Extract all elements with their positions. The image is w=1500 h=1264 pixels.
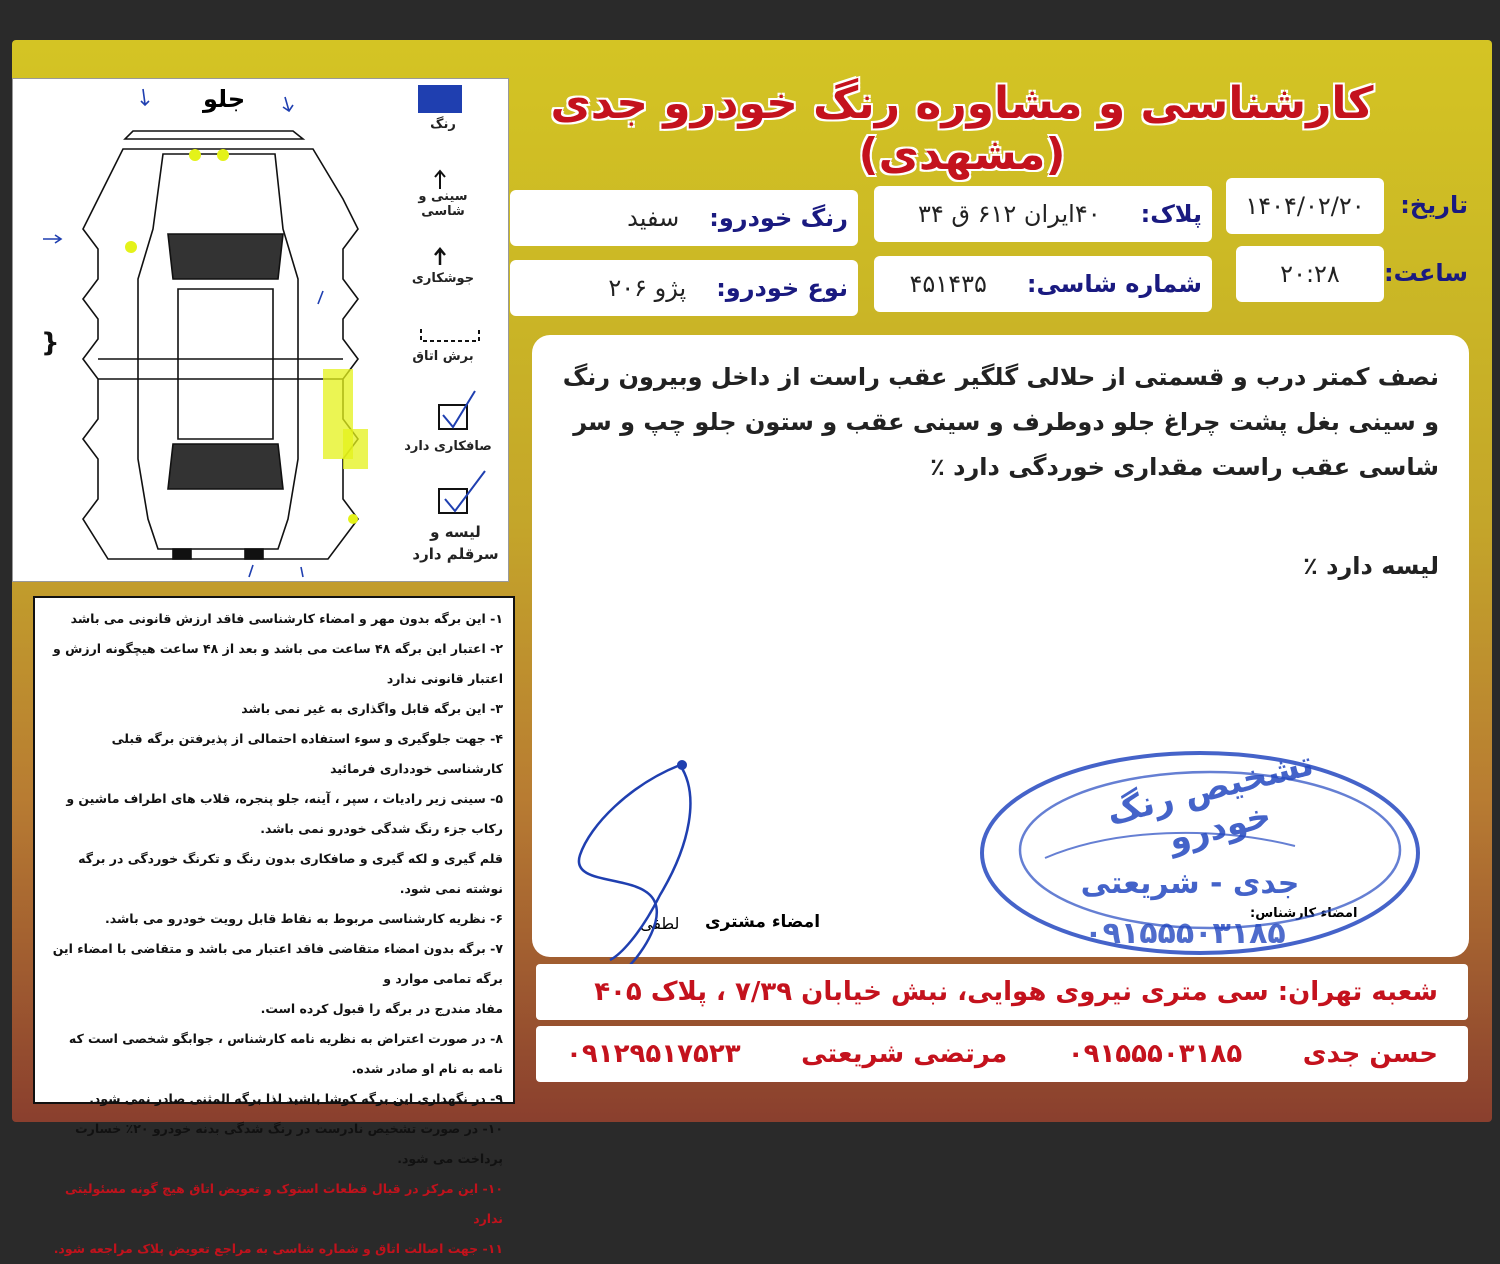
type-label: نوع خودرو:	[716, 274, 848, 302]
rule-item: مفاد مندرج در برگه را قبول کرده است.	[260, 1001, 503, 1016]
time-value: ۲۰:۲۸	[1280, 260, 1340, 288]
type-box	[510, 260, 858, 316]
svg-text:}: }	[41, 328, 60, 358]
date-value: ۱۴۰۴/۰۲/۲۰	[1245, 192, 1365, 220]
time-field	[1383, 244, 1468, 302]
front-label: جلو	[203, 85, 246, 113]
legend-dent: صافکاری دارد	[404, 439, 492, 454]
rule-item: ۷- برگه بدون امضاء متقاضی فاقد اعتبار می باشد و متقاضی با امضاء این برگه تمامی موارد و	[52, 941, 503, 986]
customer-signature	[570, 755, 770, 975]
official-stamp	[975, 738, 1445, 958]
contact-phone-2: ۰۹۱۲۹۵۱۷۵۲۳	[566, 1039, 741, 1069]
legend-cut: برش اتاق	[412, 349, 474, 364]
car-diagram-panel	[12, 78, 509, 582]
chassis-box	[874, 256, 1212, 312]
rule-item: ۳- این برگه قابل واگذاری به غیر نمی باشد	[241, 701, 503, 716]
chassis-value: ۴۵۱۴۳۵	[909, 270, 987, 298]
color-value: سفید	[627, 204, 680, 232]
footer-address	[536, 964, 1468, 1020]
rule-item: ۲- اعتبار این برگه ۴۸ ساعت می باشد و بعد از ۴۸ ساعت هیچگونه ارزش و اعتبار قانونی ندارد	[53, 641, 503, 686]
legend-chassis: سینی و شاسی	[418, 189, 468, 219]
rule-item: ۱- این برگه بدون مهر و امضاء کارشناسی فاقد ارزش قانونی می باشد	[70, 611, 503, 626]
customer-signature-label: امضاء مشتری	[705, 912, 821, 932]
date-field	[1388, 176, 1468, 234]
stamp-middle-text: جدی - شریعتی	[1080, 866, 1300, 901]
date-label: تاریخ:	[1400, 191, 1468, 219]
footer-contacts	[536, 1026, 1468, 1082]
stamp-bottom-text: ۰۹۱۵۵۵۰۳۱۸۵	[1084, 916, 1286, 951]
expert-signature-label: امضاء کارشناس:	[1250, 906, 1358, 921]
document-title: کارشناسی و مشاوره رنگ خودرو جدی (مشهدی)	[550, 78, 1374, 180]
legend-scratch: لیسه و سرقلم دارد	[412, 523, 499, 563]
rule-item: ۸- در صورت اعتراض به نظریه نامه کارشناس ، جوابگو شخصی است که نامه به نام او صادر شده.	[68, 1031, 503, 1076]
contact-phone-1: ۰۹۱۵۵۵۰۳۱۸۵	[1067, 1039, 1243, 1069]
terms-panel	[33, 596, 515, 1256]
time-value-box	[1236, 246, 1384, 302]
description-line: شاسی عقب راست مقداری خوردگی دارد ٪	[930, 453, 1439, 481]
address-text: شعبه تهران: سی متری نیروی هوایی، نبش خیابان ۷/۳۹ ، پلاک ۴۰۵	[594, 977, 1438, 1007]
rule-item: ۱۱- جهت اصالت اتاق و شماره شاسی به مراجع تعویض پلاک مراجعه شود.	[53, 1241, 503, 1256]
rule-item: ۶- نظریه کارشناسی مربوط به نقاط قابل رویت خودرو می باشد.	[104, 911, 503, 926]
color-box	[510, 190, 858, 246]
plate-value: ۴۰ایران ۶۱۲ ق ۳۴	[917, 200, 1101, 228]
car-outline	[13, 79, 508, 581]
customer-name: لطفی	[640, 914, 680, 933]
description-line: و سینی بغل پشت چراغ جلو دوطرف و سینی عقب و ستون جلو چپ و سر	[573, 408, 1439, 436]
chassis-label: شماره شاسی:	[1026, 270, 1202, 298]
color-label: رنگ خودرو:	[709, 204, 848, 232]
rule-item: ۴- جهت جلوگیری و سوء استفاده احتمالی از پذیرفتن برگه قبلی کارشناسی خودداری فرمائید	[111, 731, 503, 776]
plate-box	[874, 186, 1212, 242]
lise-note: لیسه دارد ٪	[1303, 552, 1439, 580]
rule-item: ۵- سینی زیر رادیات ، سپر ، آینه، جلو پنجره، قلاب های اطراف ماشین و رکاب جزء رنگ شدگی خودرو نمی باشد.	[66, 791, 503, 836]
contact-name-1: حسن جدی	[1302, 1039, 1438, 1069]
type-value: پژو ۲۰۶	[608, 274, 687, 302]
rule-item: ۱۰- در صورت تشخیص نادرست در رنگ شدگی بدنه خودرو ۲۰٪ خسارت پرداخت می شود.	[75, 1121, 503, 1166]
legend-paint: رنگ	[430, 117, 456, 132]
rule-item: ۱۰- این مرکز در قبال قطعات استوک و تعویض اتاق هیچ گونه مسئولیتی ندارد	[65, 1181, 503, 1226]
stamp-top-text: تشخیص رنگ خودرو	[1102, 743, 1318, 860]
description-line: نصف کمتر درب و قسمتی از حلالی گلگیر عقب راست از داخل وبیرون رنگ	[562, 363, 1439, 391]
rule-item: قلم گیری و لکه گیری و صافکاری بدون رنگ و تکرنگ خوردگی در برگه نوشته نمی شود.	[78, 851, 503, 896]
time-label: ساعت:	[1383, 259, 1468, 287]
legend-weld: جوشکاری	[411, 271, 475, 286]
rule-item: ۹- در نگهداری این برگه کوشا باشید لذا برگه المثنی صادر نمی شود.	[89, 1091, 503, 1106]
date-value-box	[1226, 178, 1384, 234]
plate-label: پلاک:	[1140, 200, 1202, 228]
contact-name-2: مرتضی شریعتی	[801, 1039, 1008, 1069]
